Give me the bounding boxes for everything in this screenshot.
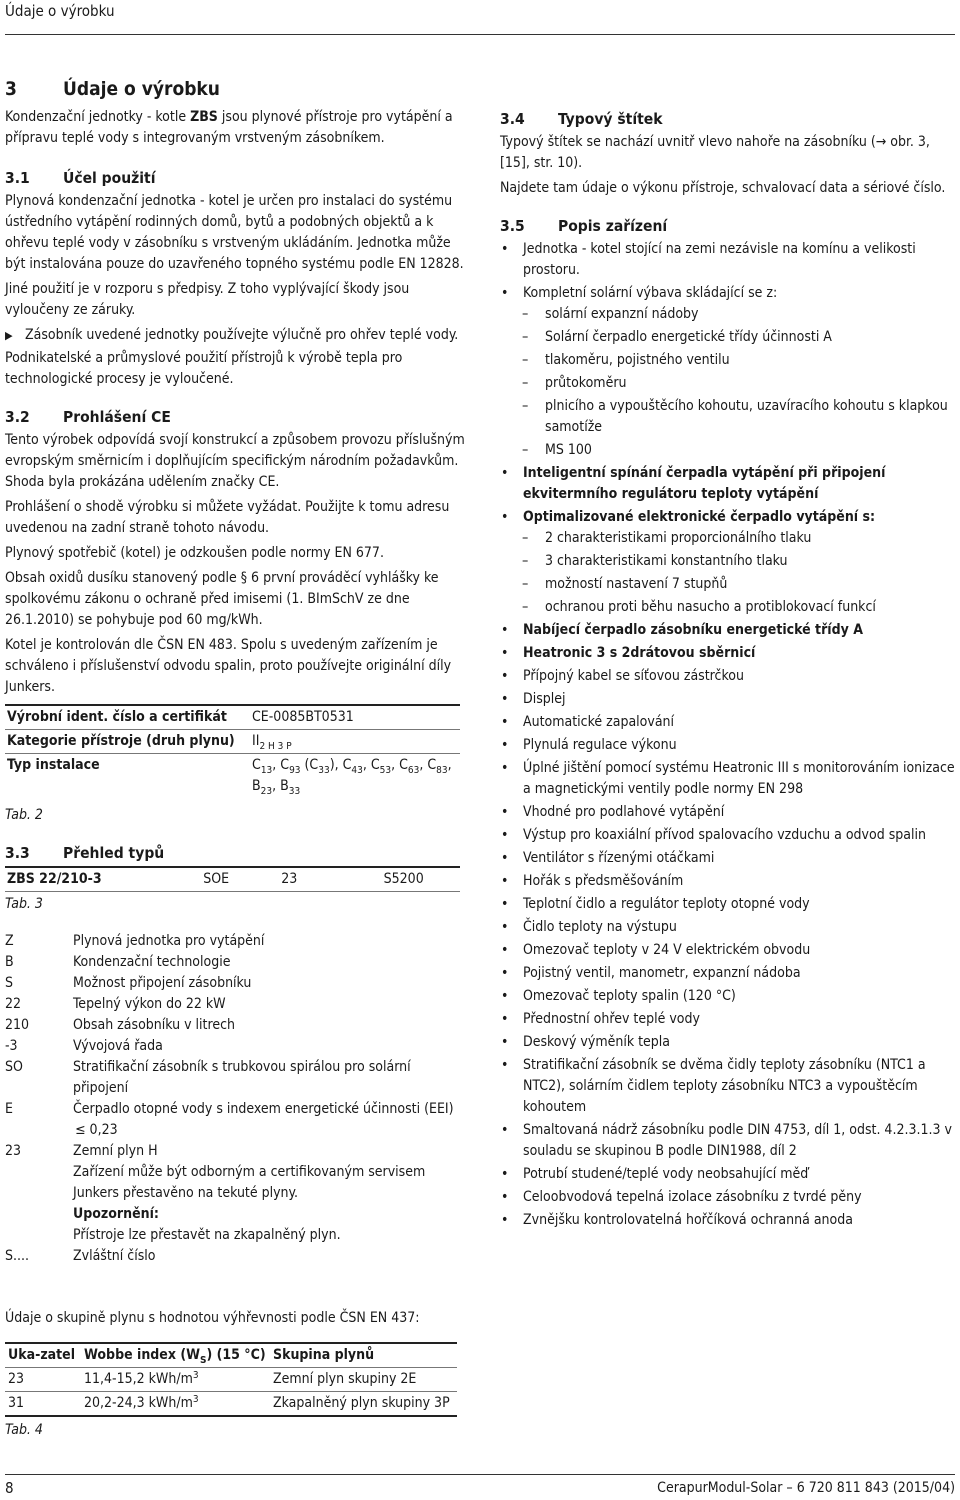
chapter-number: 3	[5, 78, 17, 100]
feature-item	[500, 1210, 955, 1231]
legend-key: 23	[5, 1143, 22, 1159]
feature-item	[500, 986, 955, 1007]
feature-text: Omezovač teploty spalin (120 °C)	[523, 988, 736, 1004]
warning-text: Přístroje lze přestavět na zkapalněný plyn.	[73, 1227, 341, 1243]
table-cell-value: CE-0085BT0531	[246, 705, 460, 730]
feature-item	[500, 894, 955, 915]
footer-rule	[5, 1474, 955, 1475]
feature-subitem: – MS 100	[523, 440, 955, 461]
installation-types: $C_{13}$, $C_{93}$ $(C_{33})$, $C_{43}$, $C_{53}$, $C_{63}$, $C_{83}$, $B_{23}$, $B_{33}$	[252, 757, 452, 797]
section-number: 3.5	[500, 217, 525, 235]
legend-key: 210	[5, 1017, 30, 1033]
gas-category-main: II	[252, 733, 260, 749]
table-cell-label: Kategorie přístroje (druh plynu)	[5, 730, 246, 754]
feature-item	[500, 239, 955, 281]
legend-warning	[73, 1204, 465, 1246]
feature-item	[500, 463, 955, 505]
feature-item	[500, 689, 955, 710]
feature-text: Přednostní ohřev teplé vody	[523, 1011, 700, 1027]
feature-text: Optimalizované elektronické čerpadlo vytápění s:	[523, 509, 876, 525]
legend-item	[5, 931, 465, 952]
legend-item	[5, 973, 465, 994]
legend-item	[5, 952, 465, 973]
legend-key: Z	[5, 933, 14, 949]
section-title: Typový štítek	[558, 110, 663, 128]
legend-value	[73, 1141, 465, 1246]
table-row	[5, 730, 460, 754]
feature-item	[500, 825, 955, 846]
legend-value	[73, 973, 465, 994]
action-arrow-icon: ▶	[5, 329, 13, 342]
table-caption: Tab. 4	[5, 1422, 43, 1438]
feature-text: Stratifikační zásobník se dvěma čidly teploty zásobníku (NTC1 a NTC2), solárním čidlem teploty zásobníku NTC3 a vypouštěcím kohoutem	[523, 1057, 926, 1115]
column-header	[81, 1343, 270, 1368]
intro-text: Kondenzační jednotky - kotle	[5, 109, 191, 125]
section-heading-3-2	[5, 406, 465, 428]
table-row	[5, 705, 460, 730]
feature-item	[500, 963, 955, 984]
feature-item	[500, 666, 955, 687]
feature-text: Hořák s předsměšováním	[523, 873, 684, 889]
feature-text: Smaltovaná nádrž zásobníku podle DIN 4753, díl 1, odst. 4.2.3.1.3 v souladu se skupinou B podle DIN1988, díl 2	[523, 1122, 952, 1159]
legend-value	[73, 1015, 465, 1036]
legend-text-eei-value: ≤ 0,23	[75, 1122, 118, 1138]
feature-text: Ventilátor s řízenými otáčkami	[523, 850, 715, 866]
intro-text-end: jsou plynové přístroje pro vytápění a přípravu teplé vody s integrovaným vrstveným zásobníkem.	[5, 109, 453, 146]
legend-text: Možnost připojení zásobníku	[73, 975, 252, 991]
legend-value	[73, 931, 465, 952]
table-cell: 23	[5, 1368, 81, 1392]
feature-text: Plynulá regulace výkonu	[523, 737, 677, 753]
feature-text: Vhodné pro podlahové vytápění	[523, 804, 725, 820]
s32-paragraph-5: Kotel je kontrolován dle ČSN EN 483. Spolu s uvedeným zařízením je schváleno i příslušenství odvodu spalin, proto používejte originální díly Junkers.	[5, 637, 452, 695]
feature-item	[500, 917, 955, 938]
type-overview-table	[5, 866, 460, 892]
feature-sublist	[523, 304, 955, 461]
legend-text: Zvláštní číslo	[73, 1248, 156, 1264]
feature-subitem: – 3 charakteristikami konstantního tlaku	[523, 551, 955, 572]
gas-category-sub: 2 H 3 P	[259, 741, 292, 752]
feature-text: Deskový výměník tepla	[523, 1034, 671, 1050]
table-cell-label: Výrobní ident. číslo a certifikát	[5, 705, 246, 730]
feature-item	[500, 1055, 955, 1118]
s34-paragraph-2: Najdete tam údaje o výkonu přístroje, schvalovací data a sériové číslo.	[500, 180, 946, 196]
feature-item	[500, 1187, 955, 1208]
feature-text: Výstup pro koaxiální přívod spalovacího vzduchu a odvod spalin	[523, 827, 926, 843]
legend-value	[73, 1057, 465, 1099]
s32-paragraph-4: Obsah oxidů dusíku stanovený podle § 6 první prováděcí vyhlášky ke spolkovému zákonu o ochraně před imisemi (1. BImSchV ze dne 26.1.2010) se pohybuje pod 60 mg/kWh.	[5, 570, 439, 628]
section-number: 3.3	[5, 844, 30, 862]
chapter-intro	[5, 107, 465, 149]
legend-text: Vývojová řada	[73, 1038, 163, 1054]
legend-text: Stratifikační zásobník s trubkovou spirálou pro solární připojení	[73, 1059, 411, 1096]
feature-item	[500, 871, 955, 892]
feature-text: Celoobvodová tepelná izolace zásobníku z tvrdé pěny	[523, 1189, 862, 1205]
table-cell	[81, 1368, 270, 1392]
s32-paragraph-1: Tento výrobek odpovídá svojí konstrukcí a způsobem provozu příslušným evropským směrnicím i doplňujícím specifickým národním požadavkům. Shoda byla prokázána udělením značky CE.	[5, 432, 465, 490]
legend-text: Tepelný výkon do 22 kW	[73, 996, 226, 1012]
legend-item	[5, 994, 465, 1015]
s32-paragraph-3: Plynový spotřebič (kotel) je odzkoušen podle normy EN 677.	[5, 545, 384, 561]
feature-subitem: – průtokoměru	[523, 373, 955, 394]
legend-text: Kondenzační technologie	[73, 954, 231, 970]
legend-item	[5, 1036, 465, 1057]
intro-bold-model: ZBS	[190, 109, 218, 125]
feature-item	[500, 620, 955, 641]
table-cell	[81, 1392, 270, 1417]
table-row	[5, 754, 460, 804]
feature-text: Displej	[523, 691, 566, 707]
section-number: 3.1	[5, 169, 30, 187]
feature-text: Kompletní solární výbava skládající se z:	[523, 285, 778, 301]
legend-text-conversion: Zařízení může být odborným a certifikovaným servisem Junkers přestavěno na tekuté plyny.	[73, 1164, 426, 1201]
page-number: 8	[5, 1479, 14, 1497]
s31-paragraph-1: Plynová kondenzační jednotka - kotel je určen pro instalaci do systému ústředního vytápění rodinných domů, bytů a podobných objektů a k ohřevu teplé vody v zásobníku s vrstveným ukládáním. Jednotka může být instalována pouze do uzavřeného topného systému podle EN 12828.	[5, 193, 464, 272]
feature-text: Nabíjecí čerpadlo zásobníku energetické třídy A	[523, 622, 863, 638]
table-caption: Tab. 3	[5, 896, 43, 912]
header-sub: S	[200, 1355, 207, 1366]
warning-label: Upozornění:	[73, 1206, 159, 1222]
wobbe-range: 11,4-15,2 kWh/m	[84, 1371, 193, 1387]
running-header: Údaje o výrobku	[5, 2, 115, 20]
table-row	[5, 867, 460, 892]
section-heading-3-1	[5, 167, 465, 189]
section-title: Prohlášení CE	[63, 408, 171, 426]
legend-item	[5, 1246, 465, 1267]
feature-sublist	[523, 528, 955, 618]
feature-item	[500, 735, 955, 756]
legend-key: -3	[5, 1038, 18, 1054]
s34-paragraph-1: Typový štítek se nachází uvnitř vlevo nahoře na zásobníku (→ obr. 3, [15], str. 10).	[500, 134, 930, 171]
type-legend	[5, 931, 465, 1267]
section-title: Popis zařízení	[558, 217, 668, 235]
legend-value	[73, 1099, 465, 1141]
feature-subitem: – ochranou proti běhu nasucho a protiblokovací funkcí	[523, 597, 955, 618]
section-title: Přehled typů	[63, 844, 165, 862]
right-column	[500, 108, 955, 1233]
feature-text: Přípojný kabel se síťovou zástrčkou	[523, 668, 744, 684]
feature-subitem: – tlakoměru, pojistného ventilu	[523, 350, 955, 371]
header-text: Wobbe index (W	[84, 1347, 201, 1363]
feature-item	[500, 758, 955, 800]
legend-text: Plynová jednotka pro vytápění	[73, 933, 265, 949]
feature-subitem: – solární expanzní nádoby	[523, 304, 955, 325]
table-caption: Tab. 2	[5, 807, 43, 823]
legend-item	[5, 1057, 465, 1099]
legend-value	[73, 1246, 465, 1267]
feature-list	[500, 239, 955, 1231]
feature-text: Úplné jištění pomocí systému Heatronic III s monitorováním ionizace a magnetickými ventily podle normy EN 298	[523, 760, 955, 797]
chapter-heading	[5, 76, 465, 102]
legend-item	[5, 1099, 465, 1141]
header-rule	[5, 34, 955, 35]
legend-key: B	[5, 954, 14, 970]
type-code: ZBS 22/210-3	[5, 867, 201, 892]
s32-paragraph-2: Prohlášení o shodě výrobku si můžete vyžádat. Použijte k tomu adresu uvedenou na zadní straně tohoto návodu.	[5, 499, 450, 536]
feature-item	[500, 1120, 955, 1162]
type-code: S5200	[382, 867, 460, 892]
section-number: 3.2	[5, 408, 30, 426]
feature-text: Čidlo teploty na výstupu	[523, 919, 677, 935]
type-code: SOE	[201, 867, 279, 892]
legend-value	[73, 994, 465, 1015]
legend-key: SO	[5, 1059, 23, 1075]
table-header-row	[5, 1343, 457, 1368]
legend-key: S....	[5, 1248, 29, 1264]
feature-item	[500, 507, 955, 618]
section-heading-3-5	[500, 215, 955, 237]
feature-text: Omezovač teploty v 24 V elektrickém obvodu	[523, 942, 811, 958]
feature-text: Potrubí studené/teplé vody neobsahující měď	[523, 1166, 809, 1182]
header-text: ) (15 °C)	[206, 1347, 266, 1363]
legend-key: 22	[5, 996, 22, 1012]
feature-subitem: – Solární čerpadlo energetické třídy účinnosti A	[523, 327, 955, 348]
table-cell: Zkapalněný plyn skupiny 3P	[270, 1392, 457, 1417]
feature-item	[500, 712, 955, 733]
section-title: Účel použití	[63, 169, 156, 187]
table-cell-value	[246, 730, 460, 754]
wobbe-range: 20,2-24,3 kWh/m	[84, 1395, 193, 1411]
feature-item	[500, 283, 955, 461]
column-header: Skupina plynů	[270, 1343, 457, 1368]
section-heading-3-3	[5, 842, 465, 864]
product-data-table	[5, 704, 460, 803]
action-step	[5, 325, 465, 346]
gas-group-table	[5, 1342, 457, 1417]
feature-item	[500, 848, 955, 869]
legend-text: Zemní plyn H	[73, 1143, 158, 1159]
type-code: 23	[279, 867, 381, 892]
unit-exponent: 3	[192, 1370, 199, 1381]
feature-text: Teplotní čidlo a regulátor teploty otopné vody	[523, 896, 810, 912]
feature-text: Jednotka - kotel stojící na zemi nezávisle na komínu a velikosti prostoru.	[523, 241, 916, 278]
feature-text: Pojistný ventil, manometr, expanzní nádoba	[523, 965, 801, 981]
document-reference: CerapurModul-Solar – 6 720 811 843 (2015/04)	[657, 1480, 955, 1496]
legend-item	[5, 1141, 465, 1246]
feature-item	[500, 1164, 955, 1185]
legend-item	[5, 1015, 465, 1036]
feature-text: Inteligentní spínání čerpadla vytápění při připojení ekvitermního regulátoru teploty vytápění	[523, 465, 886, 502]
feature-item	[500, 940, 955, 961]
table-cell: 31	[5, 1392, 81, 1417]
table-cell-label: Typ instalace	[7, 757, 100, 773]
action-text: Zásobník uvedené jednotky používejte výlučně pro ohřev teplé vody.	[25, 327, 459, 343]
feature-text: Heatronic 3 s 2drátovou sběrnicí	[523, 645, 756, 661]
feature-item	[500, 802, 955, 823]
chapter-title: Údaje o výrobku	[63, 78, 220, 100]
left-column	[5, 76, 465, 1267]
table-row	[5, 1368, 457, 1392]
legend-value	[73, 1036, 465, 1057]
feature-text: Zvnějšku kontrolovatelná hořčíková ochranná anoda	[523, 1212, 853, 1228]
feature-subitem: – 2 charakteristikami proporcionálního tlaku	[523, 528, 955, 549]
feature-subitem: – plnicího a vypouštěcího kohoutu, uzavíracího kohoutu s klapkou samotíže	[523, 396, 955, 438]
feature-item	[500, 1032, 955, 1053]
section-heading-3-4	[500, 108, 955, 130]
column-header: Uka-zatel	[5, 1343, 81, 1368]
unit-exponent: 3	[192, 1394, 199, 1405]
legend-text: Čerpadlo otopné vody s indexem energetické účinnosti (EEI)	[73, 1101, 454, 1117]
legend-key: E	[5, 1101, 13, 1117]
legend-text: Obsah zásobníku v litrech	[73, 1017, 236, 1033]
feature-item	[500, 1009, 955, 1030]
feature-subitem: – možností nastavení 7 stupňů	[523, 574, 955, 595]
table-cell: Zemní plyn skupiny 2E	[270, 1368, 457, 1392]
legend-key: S	[5, 975, 13, 991]
gas-group-intro: Údaje o skupině plynu s hodnotou výhřevnosti podle ČSN EN 437:	[5, 1310, 420, 1326]
table-row	[5, 1392, 457, 1417]
section-number: 3.4	[500, 110, 525, 128]
feature-item	[500, 643, 955, 664]
s31-paragraph-2: Jiné použití je v rozporu s předpisy. Z toho vyplývající škody jsou vyloučeny ze záruky.	[5, 281, 410, 318]
legend-value	[73, 952, 465, 973]
feature-text: Automatické zapalování	[523, 714, 675, 730]
s31-paragraph-3: Podnikatelské a průmyslové použití přístrojů k výrobě tepla pro technologické procesy je vyloučené.	[5, 350, 403, 387]
